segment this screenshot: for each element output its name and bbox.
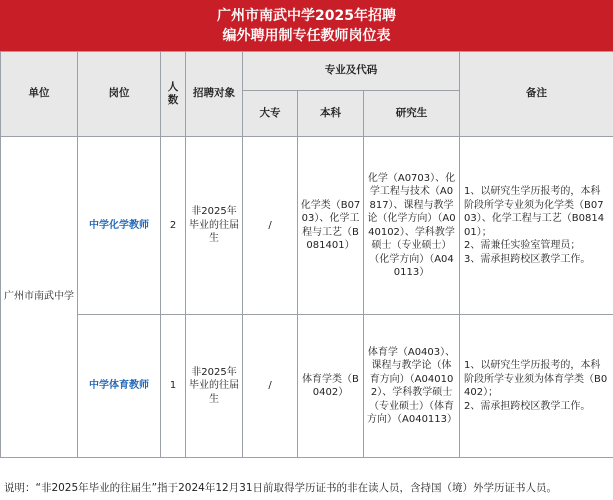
header-graduate: 研究生 <box>364 91 460 137</box>
header-junior-college: 大专 <box>243 91 298 137</box>
remark-item: 2、需兼任实验室管理员； <box>464 240 581 251</box>
remarks-cell <box>460 315 613 458</box>
header-remarks: 备注 <box>460 52 613 137</box>
target-cell: 非2025年毕业的往届生 <box>186 315 243 458</box>
table-row <box>1 137 613 315</box>
remark-item: 1、以研究生学历报考的，本科阶段所学专业须为化学类（B0703）、化学工程与工艺（B081401）； <box>464 186 605 238</box>
remark-item: 1、以研究生学历报考的，本科阶段所学专业须为体育学类（B0402）； <box>464 360 608 398</box>
bachelor-cell: 化学类（B0703）、化学工程与工艺（B081401） <box>298 137 364 315</box>
header-major-group: 专业及代码 <box>243 52 460 91</box>
header-target: 招聘对象 <box>186 52 243 137</box>
junior-college-cell: / <box>243 315 298 458</box>
junior-college-cell: / <box>243 137 298 315</box>
unit-cell: 广州市南武中学 <box>1 137 78 458</box>
graduate-cell: 化学（A0703）、化学工程与技术（A0817）、课程与教学论（化学方向）（A040102）、学科教学硕士（专业硕士）（化学方向）（A040113） <box>364 137 460 315</box>
header-position: 岗位 <box>78 52 161 137</box>
remark-item: 3、需承担跨校区教学工作。 <box>464 253 591 265</box>
table-title-banner <box>0 0 613 51</box>
header-row-top <box>1 52 613 91</box>
footnote: 说明：“非2025年毕业的往届生”指于2024年12月31日前取得学历证书的非在读人员，含持国（境）外学历证书人员。 <box>4 482 558 494</box>
remark-item: 2、需承担跨校区教学工作。 <box>464 400 591 412</box>
bachelor-cell: 体育学类（B0402） <box>298 315 364 458</box>
target-cell: 非2025年毕业的往届生 <box>186 137 243 315</box>
header-count: 人数 <box>161 52 186 137</box>
position-table <box>0 51 613 458</box>
header-bachelor: 本科 <box>298 91 364 137</box>
position-cell: 中学化学教师 <box>78 137 161 315</box>
position-cell: 中学体育教师 <box>78 315 161 458</box>
table-row <box>1 315 613 458</box>
remarks-cell <box>460 137 613 315</box>
count-cell: 2 <box>161 137 186 315</box>
title-line-2: 编外聘用制专任教师岗位表 <box>222 28 391 44</box>
title-line-1: 广州市南武中学2025年招聘 <box>217 8 396 24</box>
header-unit: 单位 <box>1 52 78 137</box>
graduate-cell: 体育学（A0403）、课程与教学论（体育方向）（A040102）、学科教学硕士（专业硕士）（体育方向）（A040113） <box>364 315 460 458</box>
count-cell: 1 <box>161 315 186 458</box>
